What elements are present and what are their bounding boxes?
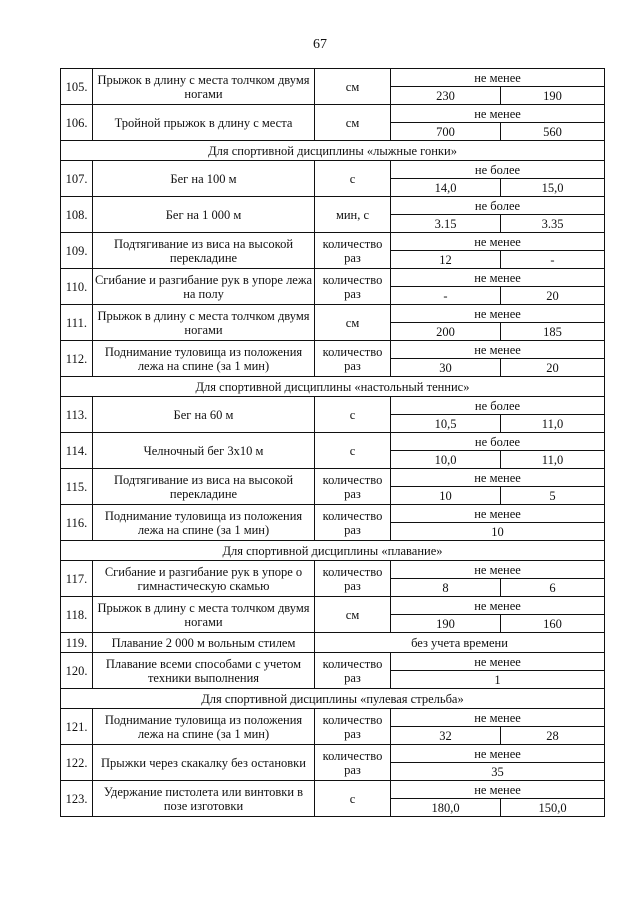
- norm-value: 1: [391, 671, 605, 689]
- row-number: 123.: [61, 781, 93, 817]
- table-row: [61, 397, 605, 415]
- table-row: [61, 505, 605, 523]
- norm-value-2: 15,0: [501, 179, 605, 197]
- table-row: [61, 709, 605, 727]
- table-row: [61, 653, 605, 671]
- section-title: Для спортивной дисциплины «настольный теннис»: [61, 377, 605, 397]
- row-number: 113.: [61, 397, 93, 433]
- table-row: [61, 341, 605, 359]
- unit-of-measure: см: [315, 305, 391, 341]
- norm-value-2: 560: [501, 123, 605, 141]
- norm-value-1: 14,0: [391, 179, 501, 197]
- exercise-name: Тройной прыжок в длину с места: [93, 105, 315, 141]
- row-number: 107.: [61, 161, 93, 197]
- exercise-name: Челночный бег 3х10 м: [93, 433, 315, 469]
- exercise-name: Бег на 100 м: [93, 161, 315, 197]
- row-number: 112.: [61, 341, 93, 377]
- row-number: 118.: [61, 597, 93, 633]
- exercise-name: Удержание пистолета или винтовки в позе изготовки: [93, 781, 315, 817]
- norm-value-2: 160: [501, 615, 605, 633]
- unit-of-measure: см: [315, 105, 391, 141]
- norm-condition: не более: [391, 197, 605, 215]
- norm-condition: не менее: [391, 305, 605, 323]
- norm-value-1: 10,0: [391, 451, 501, 469]
- norm-value-2: 150,0: [501, 799, 605, 817]
- exercise-name: Бег на 1 000 м: [93, 197, 315, 233]
- norm-value-2: -: [501, 251, 605, 269]
- norm-condition: не менее: [391, 469, 605, 487]
- row-number: 105.: [61, 69, 93, 105]
- norm-value-2: 11,0: [501, 415, 605, 433]
- table-row: [61, 105, 605, 123]
- section-title: Для спортивной дисциплины «лыжные гонки»: [61, 141, 605, 161]
- exercise-name: Плавание всеми способами с учетом техники выполнения: [93, 653, 315, 689]
- norm-condition: не менее: [391, 341, 605, 359]
- table-row: [61, 433, 605, 451]
- row-number: 110.: [61, 269, 93, 305]
- norm-condition: не менее: [391, 781, 605, 799]
- unit-of-measure: мин, с: [315, 197, 391, 233]
- norm-condition: не менее: [391, 105, 605, 123]
- norm-value-2: 20: [501, 359, 605, 377]
- exercise-name: Прыжок в длину с места толчком двумя ногами: [93, 305, 315, 341]
- table-row: [61, 597, 605, 615]
- table-row: [61, 161, 605, 179]
- norm-value-1: 230: [391, 87, 501, 105]
- row-number: 119.: [61, 633, 93, 653]
- norm-condition: не менее: [391, 597, 605, 615]
- norm-value-1: 200: [391, 323, 501, 341]
- unit-of-measure: количество раз: [315, 269, 391, 305]
- unit-of-measure: количество раз: [315, 505, 391, 541]
- norm-condition: не менее: [391, 561, 605, 579]
- norm-value: 35: [391, 763, 605, 781]
- norm-value-1: 10,5: [391, 415, 501, 433]
- unit-of-measure: см: [315, 597, 391, 633]
- norm-value-2: 190: [501, 87, 605, 105]
- norm-value-2: 3.35: [501, 215, 605, 233]
- unit-of-measure: см: [315, 69, 391, 105]
- norm-condition: не менее: [391, 69, 605, 87]
- table-row: [61, 305, 605, 323]
- norm-value-1: 190: [391, 615, 501, 633]
- norm-value-1: 180,0: [391, 799, 501, 817]
- unit-of-measure: количество раз: [315, 745, 391, 781]
- norm-value: без учета времени: [315, 633, 605, 653]
- norm-value-2: 185: [501, 323, 605, 341]
- row-number: 115.: [61, 469, 93, 505]
- norm-condition: не более: [391, 161, 605, 179]
- table-row: [61, 561, 605, 579]
- norm-condition: не менее: [391, 505, 605, 523]
- table-row: [61, 745, 605, 763]
- exercise-name: Поднимание туловища из положения лежа на спине (за 1 мин): [93, 341, 315, 377]
- table-row: [61, 469, 605, 487]
- norm-value-2: 5: [501, 487, 605, 505]
- row-number: 109.: [61, 233, 93, 269]
- norm-condition: не менее: [391, 233, 605, 251]
- section-title: Для спортивной дисциплины «пулевая стрельба»: [61, 689, 605, 709]
- unit-of-measure: количество раз: [315, 561, 391, 597]
- norm-value-1: 10: [391, 487, 501, 505]
- unit-of-measure: количество раз: [315, 469, 391, 505]
- page-number: 67: [313, 37, 327, 52]
- norm-value-2: 20: [501, 287, 605, 305]
- norm-condition: не более: [391, 397, 605, 415]
- unit-of-measure: количество раз: [315, 653, 391, 689]
- exercise-name: Поднимание туловища из положения лежа на спине (за 1 мин): [93, 505, 315, 541]
- row-number: 120.: [61, 653, 93, 689]
- norm-value: 10: [391, 523, 605, 541]
- exercise-name: Бег на 60 м: [93, 397, 315, 433]
- norm-value-1: 3.15: [391, 215, 501, 233]
- row-number: 117.: [61, 561, 93, 597]
- row-number: 121.: [61, 709, 93, 745]
- table-row: [61, 197, 605, 215]
- exercise-name: Плавание 2 000 м вольным стилем: [93, 633, 315, 653]
- exercise-name: Прыжок в длину с места толчком двумя ногами: [93, 69, 315, 105]
- row-number: 111.: [61, 305, 93, 341]
- exercise-name: Прыжки через скакалку без остановки: [93, 745, 315, 781]
- table-row: [61, 233, 605, 251]
- exercise-name: Сгибание и разгибание рук в упоре о гимнастическую скамью: [93, 561, 315, 597]
- norm-value-2: 6: [501, 579, 605, 597]
- norm-value-1: 32: [391, 727, 501, 745]
- row-number: 122.: [61, 745, 93, 781]
- section-header-row: [61, 541, 605, 561]
- section-header-row: [61, 377, 605, 397]
- row-number: 116.: [61, 505, 93, 541]
- table-row: [61, 633, 605, 653]
- unit-of-measure: количество раз: [315, 709, 391, 745]
- section-title: Для спортивной дисциплины «плавание»: [61, 541, 605, 561]
- exercise-name: Сгибание и разгибание рук в упоре лежа на полу: [93, 269, 315, 305]
- section-header-row: [61, 689, 605, 709]
- row-number: 106.: [61, 105, 93, 141]
- norm-condition: не менее: [391, 745, 605, 763]
- norm-value-1: -: [391, 287, 501, 305]
- row-number: 108.: [61, 197, 93, 233]
- norm-value-1: 700: [391, 123, 501, 141]
- unit-of-measure: с: [315, 397, 391, 433]
- exercise-name: Поднимание туловища из положения лежа на спине (за 1 мин): [93, 709, 315, 745]
- unit-of-measure: с: [315, 433, 391, 469]
- norm-value-1: 8: [391, 579, 501, 597]
- section-header-row: [61, 141, 605, 161]
- norm-condition: не менее: [391, 653, 605, 671]
- table-row: [61, 781, 605, 799]
- row-number: 114.: [61, 433, 93, 469]
- norm-value-2: 11,0: [501, 451, 605, 469]
- exercise-name: Прыжок в длину с места толчком двумя ногами: [93, 597, 315, 633]
- norm-value-2: 28: [501, 727, 605, 745]
- exercise-name: Подтягивание из виса на высокой перекладине: [93, 469, 315, 505]
- unit-of-measure: количество раз: [315, 341, 391, 377]
- norm-value-1: 30: [391, 359, 501, 377]
- unit-of-measure: с: [315, 161, 391, 197]
- norm-condition: не более: [391, 433, 605, 451]
- unit-of-measure: количество раз: [315, 233, 391, 269]
- norm-condition: не менее: [391, 709, 605, 727]
- table-row: [61, 269, 605, 287]
- table-row: [61, 69, 605, 87]
- norm-condition: не менее: [391, 269, 605, 287]
- standards-table: [60, 68, 605, 817]
- norm-value-1: 12: [391, 251, 501, 269]
- unit-of-measure: с: [315, 781, 391, 817]
- standards-table-body: [61, 69, 605, 817]
- exercise-name: Подтягивание из виса на высокой перекладине: [93, 233, 315, 269]
